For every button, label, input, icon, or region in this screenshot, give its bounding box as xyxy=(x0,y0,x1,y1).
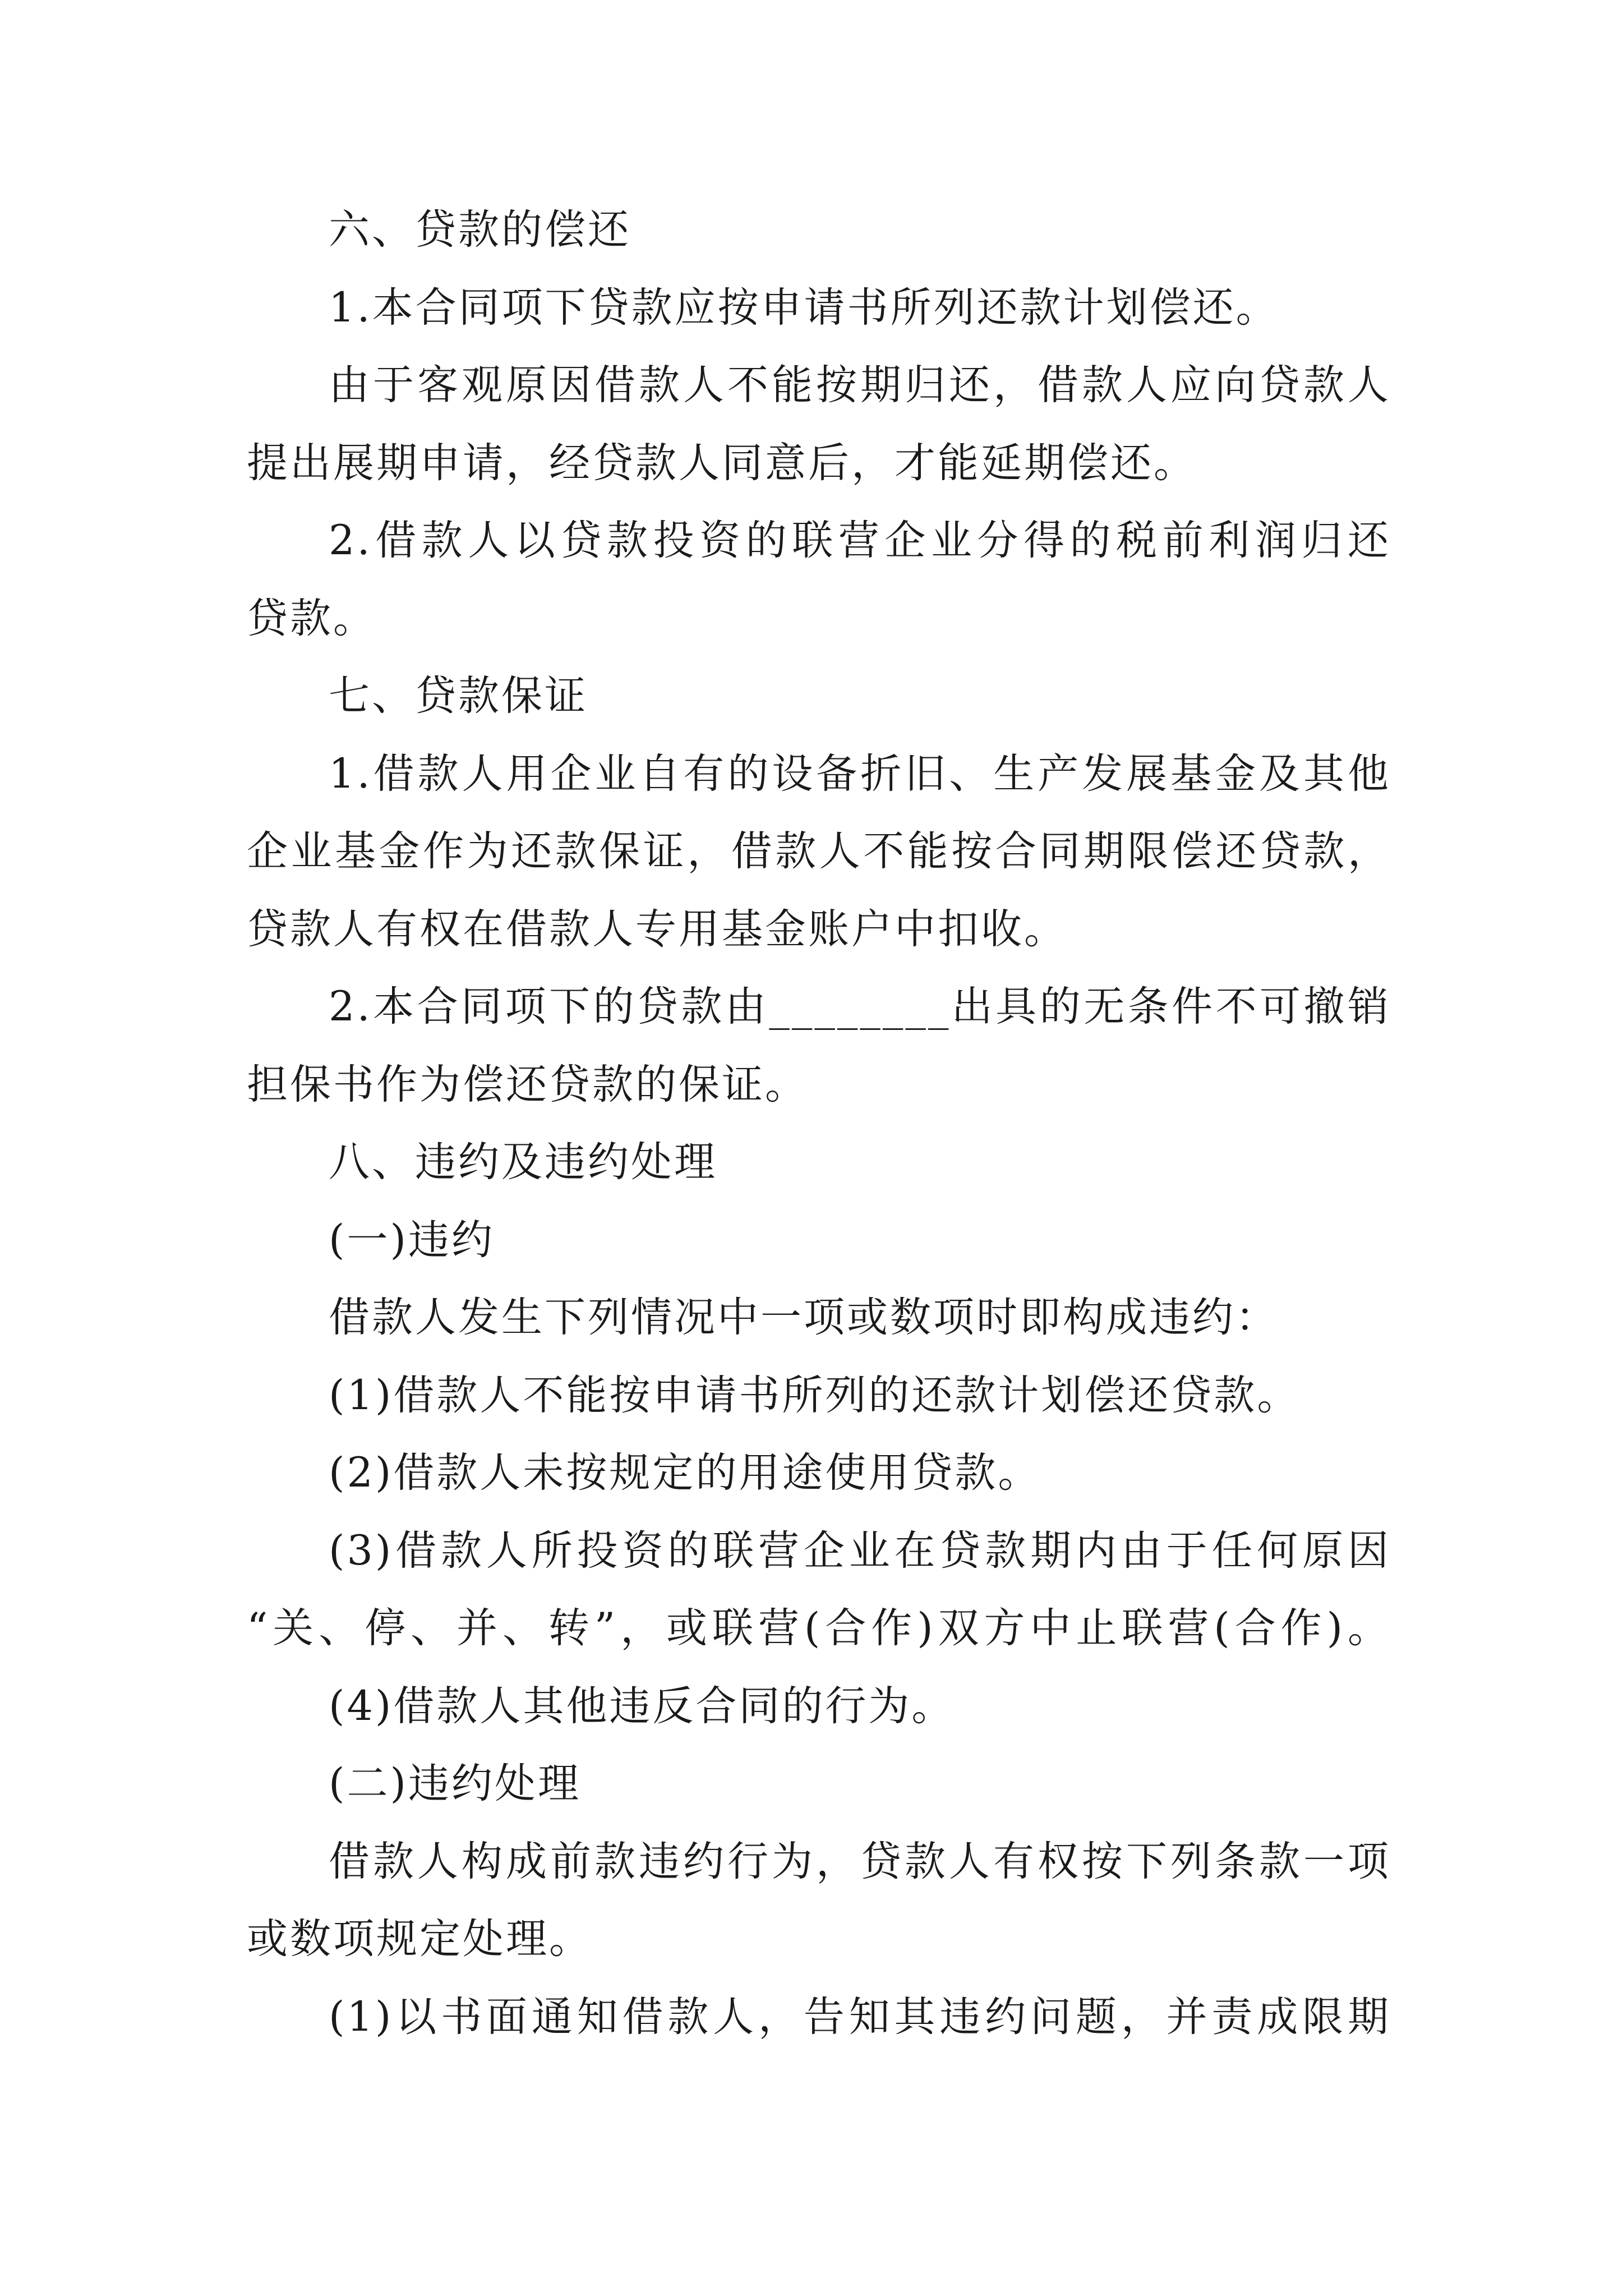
subsection-heading-default-handling: (二)违约处理 xyxy=(329,1760,581,1807)
list-item: (1)以书面通知借款人，告知其违约问题，并责成限期 xyxy=(329,1993,1391,2041)
paragraph-line-with-blank: 2.本合同项下的贷款由________出具的无条件不可撤销 xyxy=(329,983,1391,1030)
paragraph-line: 贷款。 xyxy=(247,595,376,642)
paragraph-line: 企业基金作为还款保证，借款人不能按合同期限偿还贷款， xyxy=(247,827,1391,875)
paragraph-line: 由于客观原因借款人不能按期归还，借款人应向贷款人 xyxy=(329,361,1391,409)
paragraph-line: 或数项规定处理。 xyxy=(247,1915,592,1963)
paragraph-line: 借款人发生下列情况中一项或数项时即构成违约： xyxy=(329,1294,1279,1341)
list-item: (2)借款人未按规定的用途使用贷款。 xyxy=(329,1449,1041,1497)
subsection-heading-default: (一)违约 xyxy=(329,1216,495,1264)
paragraph-line: 贷款人有权在借款人专用基金账户中扣收。 xyxy=(247,905,1067,953)
section-heading-repayment: 六、贷款的偿还 xyxy=(329,206,631,254)
paragraph-line: 1.借款人用企业自有的设备折旧、生产发展基金及其他 xyxy=(329,750,1391,798)
paragraph-line: 1.本合同项下贷款应按申请书所列还款计划偿还。 xyxy=(329,284,1279,332)
list-item: (3)借款人所投资的联营企业在贷款期内由于任何原因 xyxy=(329,1527,1391,1575)
paragraph-line: 2.借款人以贷款投资的联营企业分得的税前利润归还 xyxy=(329,517,1391,564)
section-heading-default: 八、违约及违约处理 xyxy=(329,1138,717,1186)
list-item: (1)借款人不能按申请书所列的还款计划偿还贷款。 xyxy=(329,1372,1301,1419)
list-item-continuation: “关、停、并、转”，或联营(合作)双方中止联营(合作)。 xyxy=(247,1604,1391,1652)
list-item: (4)借款人其他违反合同的行为。 xyxy=(329,1682,955,1730)
paragraph-line: 提出展期申请，经贷款人同意后，才能延期偿还。 xyxy=(247,439,1197,487)
paragraph-line: 借款人构成前款违约行为，贷款人有权按下列条款一项 xyxy=(329,1838,1391,1885)
paragraph-line: 担保书作为偿还贷款的保证。 xyxy=(247,1061,808,1108)
section-heading-guarantee: 七、贷款保证 xyxy=(329,672,588,720)
